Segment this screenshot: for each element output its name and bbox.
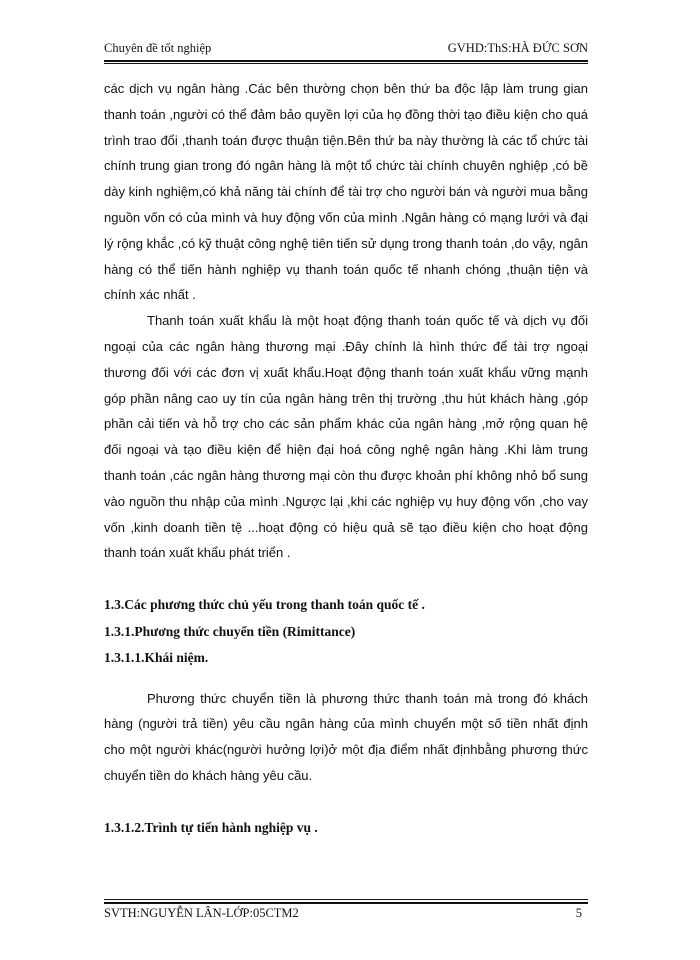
footer-author-text: SVTH:NGUYỄN LÂN-LỚP:05CTM2 [104, 906, 299, 920]
page-body [104, 76, 588, 841]
header-left-text: Chuyên đề tốt nghiệp [104, 41, 212, 55]
footer-rule-thin [104, 899, 588, 900]
paragraph-1: các dịch vụ ngân hàng .Các bên thường chọn bên thứ ba độc lập làm trung gian thanh toán ,người có thể đảm bảo quyền lợi của họ đồng thời tạo điều kiện cho quá trình trao đổi ,thanh toán được thuận tiện.Bên thứ ba này thường là các tổ chức tài chính trung gian trong đó ngân hàng là một tổ chức tài chính chuyên nghiệp ,có bề dày kinh nghiệm,có khả năng tài chính để tài trợ cho người bán và người mua bằng nguồn vốn có của mình và huy động vốn của mình .Ngân hàng có mạng lưới và đại lý rộng khắc ,có kỹ thuật công nghệ tiên tiến sử dụng trong thanh toán ,do vậy, ngân hàng có thể tiến hành nghiệp vụ thanh toán quốc tế nhanh chóng ,thuận tiện và chính xác nhất . [104, 81, 589, 303]
spacer [104, 672, 588, 686]
heading-1-3: 1.3.Các phương thức chủ yếu trong thanh toán quốc tế . [104, 597, 425, 613]
spacer [104, 566, 588, 592]
header-rule [104, 60, 588, 62]
paragraph-2: Thanh toán xuất khẩu là một hoạt động thanh toán quốc tế và dịch vụ đối ngoại của các ngân hàng thương mại .Đây chính là hình thức để tài trợ ngoại thương đối với các đơn vị xuất khẩu.Hoạt động thanh toán xuất khẩu vững mạnh góp phần nâng cao uy tín của ngân hàng trên thị trường ,thu hút khách hàng ,góp phần cải tiến và hỗ trợ cho các sản phẩm khác của ngân hàng ,mở rộng quan hệ đối ngoại và tạo điều kiện để hiện đại hoá công nghệ ngân hàng .Khi làm trung thanh toán ,các ngân hàng thương mại còn thu được khoản phí không nhỏ bổ sung vào nguồn thu nhập của mình .Ngược lại ,khi các nghiệp vụ huy động vốn ,cho vay vốn ,kinh doanh tiền tệ ...hoạt động có hiệu quả sẽ tạo điều kiện cho hoạt động thanh toán xuất khẩu phát triển . [104, 313, 588, 561]
page-footer [104, 906, 588, 921]
heading-1-3-1-2: 1.3.1.2.Trình tự tiến hành nghiệp vụ . [104, 819, 318, 835]
footer-rule [104, 902, 588, 904]
header-right-text: GVHD:ThS:HÀ ĐỨC SƠN [447, 41, 588, 55]
heading-1-3-1-1: 1.3.1.1.Khái niệm. [104, 650, 209, 666]
page-header [104, 41, 588, 56]
page-number: 5 [575, 906, 582, 920]
header-rule-thin [104, 63, 588, 64]
heading-1-3-1: 1.3.1.Phương thức chuyển tiền (Rimittance) [104, 623, 356, 639]
paragraph-3: Phương thức chuyển tiền là phương thức thanh toán mà trong đó khách hàng (người trả tiền) yêu cầu ngân hàng của mình chuyển một số tiền nhất định cho một người khác(người hưởng lợi)ở một địa điểm nhất địnhbằng phương thức chuyển tiền do khách hàng yêu cầu. [104, 690, 588, 784]
spacer [104, 789, 588, 815]
